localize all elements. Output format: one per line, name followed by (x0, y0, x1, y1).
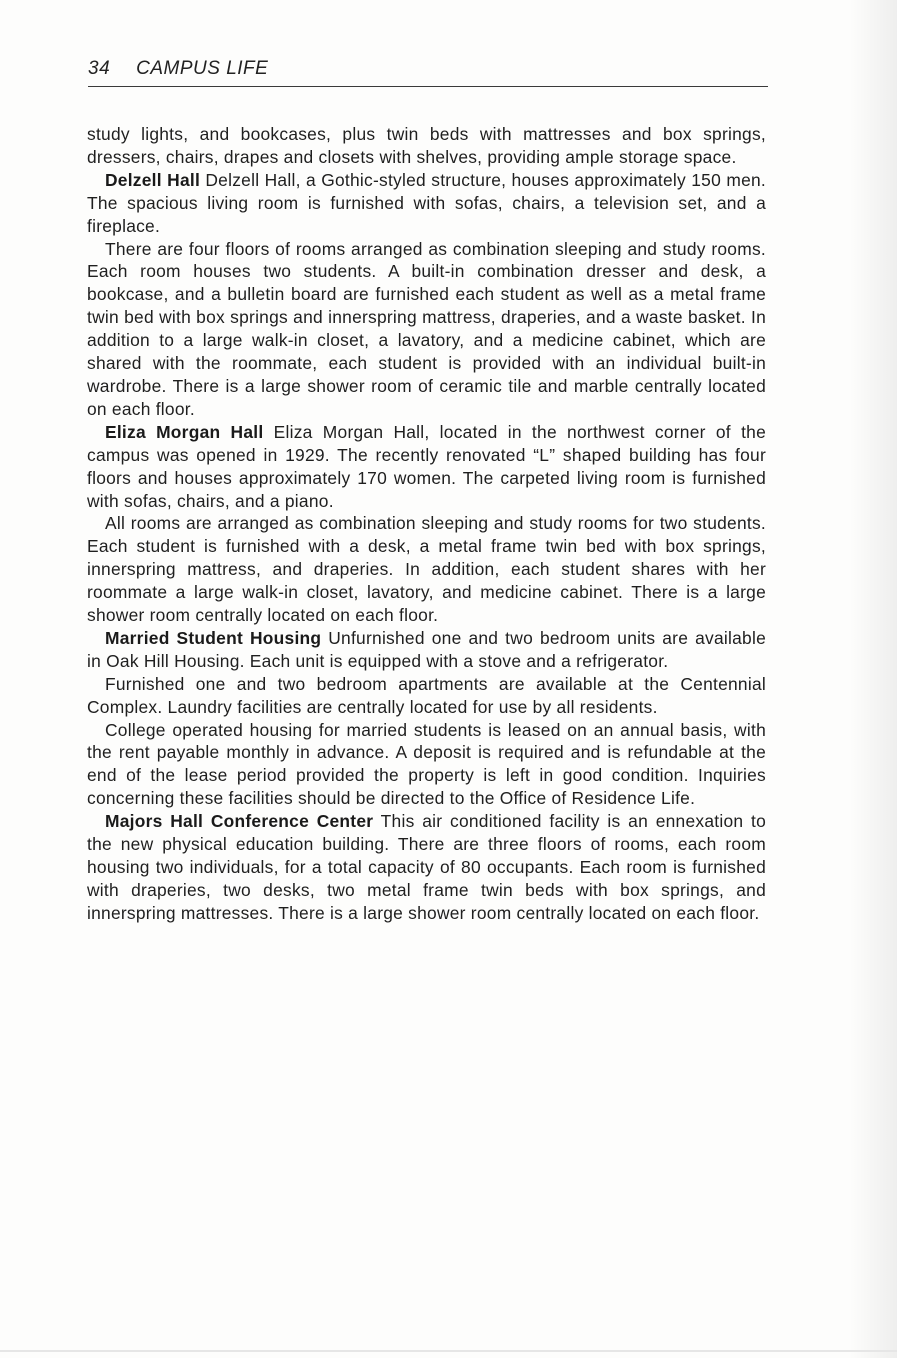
paragraph-married-student-housing (87, 627, 766, 673)
paragraph-text: There are four floors of rooms arranged as combination sleeping and study rooms. Each room houses two students. A built-in combination dresser and desk, a bookcase, and a bulletin board are furnished each student as well as a metal frame twin bed with box springs and innerspring mattress, draperies, and a waste basket. In addition to a large walk-in closet, a lavatory, and a medicine cabinet, which are shared with the roommate, each student is provided with an individual built-in wardrobe. There is a large shower room of ceramic tile and marble centrally located on each floor. (87, 238, 766, 419)
heading-married-student-housing: Married Student Housing (105, 627, 322, 648)
paragraph-majors-hall (87, 810, 766, 925)
page-edge-shadow (849, 0, 897, 1358)
paragraph-text: This air conditioned facility is an ennexation to the new physical education building. There are three floors of rooms, each room housing two individuals, for a total capacity of 80 occupants. Each room is furnished with draperies, two desks, two metal frame twin beds with box springs, and innerspring mattresses. There is a large shower room centrally located on each floor. (87, 811, 766, 923)
paragraph-text: Delzell Hall, a Gothic-styled structure, houses approximately 150 men. The spacious living room is furnished with sofas, chairs, a television set, and a fireplace. (87, 169, 766, 236)
paragraph-8 (87, 719, 766, 811)
paragraph-7 (87, 673, 766, 719)
paragraph-text: study lights, and bookcases, plus twin beds with mattresses and box springs, dressers, chairs, drapes and closets with shelves, providing ample storage space. (87, 124, 766, 167)
paragraph-delzell-hall (87, 169, 766, 238)
scan-edge-line (0, 1350, 897, 1352)
paragraph-eliza-morgan-hall (87, 421, 766, 513)
heading-eliza-morgan-hall: Eliza Morgan Hall (105, 421, 264, 442)
paragraph-text: Eliza Morgan Hall, located in the northwest corner of the campus was opened in 1929. The recently renovated “L” shaped building has four floors and houses approximately 170 women. The carpeted living room is furnished with sofas, chairs, and a piano. (87, 421, 766, 511)
body-text (87, 123, 766, 925)
paragraph-text: College operated housing for married students is leased on an annual basis, with the rent payable monthly in advance. A deposit is required and is refundable at the end of the lease period provided the property is left in good condition. Inquiries concerning these facilities should be directed to the Office of Residence Life. (87, 719, 766, 809)
section-title: CAMPUS LIFE (136, 58, 269, 79)
paragraph-5 (87, 512, 766, 627)
page-number: 34 (88, 58, 111, 79)
paragraph-text: Unfurnished one and two bedroom units are available in Oak Hill Housing. Each unit is equipped with a stove and a refrigerator. (87, 627, 767, 671)
running-header (88, 58, 768, 87)
paragraph-3 (87, 238, 766, 421)
paragraph-text: Furnished one and two bedroom apartments are available at the Centennial Complex. Laundry facilities are centrally located for use by all residents. (87, 673, 766, 717)
heading-majors-hall-conference-center: Majors Hall Conference Center (105, 811, 374, 832)
paragraph-1 (87, 123, 766, 169)
paragraph-text: All rooms are arranged as combination sleeping and study rooms for two students. Each student is furnished with a desk, a metal frame twin bed with box springs, innerspring mattress, and draperies. In addition, each student shares with her roommate a large walk-in closet, lavatory, and medicine cabinet. There is a large shower room centrally located on each floor. (87, 513, 766, 626)
heading-delzell-hall: Delzell Hall (105, 169, 201, 190)
